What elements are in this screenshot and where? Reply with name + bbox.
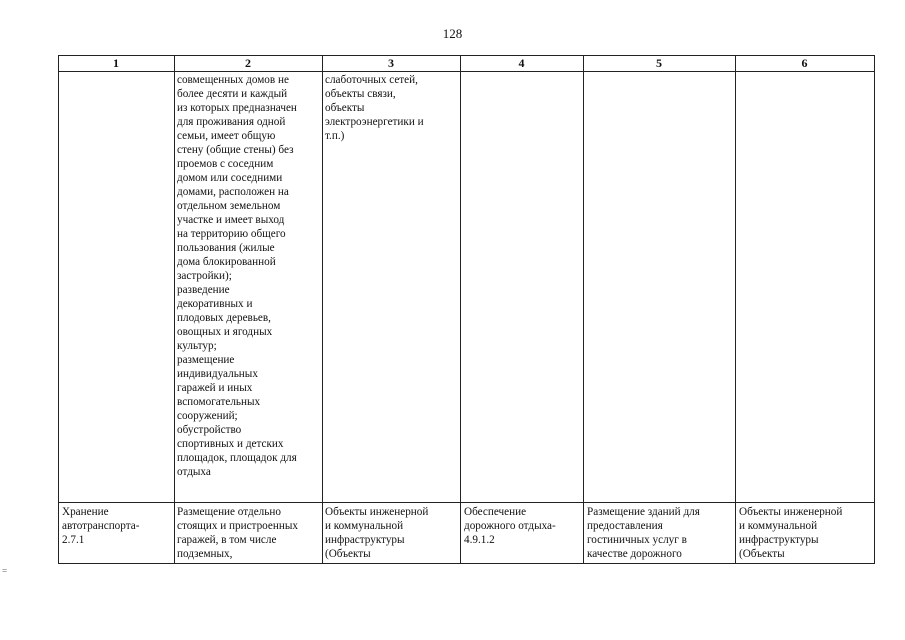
row2-col5-cell: Размещение зданий для предоставления гостиничных услуг в качестве дорожного: [587, 506, 700, 560]
header-col-5: 5: [656, 56, 662, 70]
page-number: 128: [442, 26, 463, 41]
row1-col4-cell: [464, 73, 582, 501]
header-col-3: 3: [388, 56, 394, 70]
table-bottom-border: [58, 563, 874, 564]
col-border-1-2: [174, 55, 175, 564]
row1-col5-cell: [587, 73, 734, 501]
col-border-4-5: [583, 55, 584, 564]
col-border-right: [874, 55, 875, 564]
header-bottom-border: [58, 71, 874, 72]
col-border-left: [58, 55, 59, 564]
col-border-2-3: [322, 55, 323, 564]
header-col-6: 6: [801, 56, 808, 70]
col-border-5-6: [735, 55, 736, 564]
row1-col6-cell: [739, 73, 873, 501]
row2-col1-cell: Хранение автотранспорта- 2.7.1: [62, 506, 140, 546]
row2-col3-cell: Объекты инженерной и коммунальной инфраструктуры (Объекты: [325, 506, 429, 560]
header-col-2: 2: [245, 56, 251, 70]
col-border-3-4: [460, 55, 461, 564]
row2-col4-cell: Обеспечение дорожного отдыха- 4.9.1.2: [464, 506, 556, 546]
row1-col2-cell: совмещенных домов не более десяти и каждый из которых предназначен для проживания одной семьи, имеет общую стену (общие стены) без проемов с соседним домом или соседними домами, расположен на отдельном земельном участке и имеет выход на территорию общего пользования (жилые дома блокированной застройки); разведение декоративных и плодовых деревьев, овощных и ягодных культур; размещение индивидуальных гаражей и иных вспомогательных сооружений; обустройство спортивных и детских площадок, площадок для отдыха: [177, 74, 297, 478]
margin-mark: =: [2, 566, 8, 576]
row1-col1-cell: [62, 73, 172, 501]
header-col-4: 4: [518, 56, 525, 70]
row-divider: [58, 502, 874, 503]
header-col-1: 1: [113, 56, 119, 70]
row2-col2-cell: Размещение отдельно стоящих и пристроенных гаражей, в том числе подземных,: [177, 506, 298, 560]
row1-col3-cell: слаботочных сетей, объекты связи, объекты электроэнергетики и т.п.): [325, 74, 424, 142]
row2-col6-cell: Объекты инженерной и коммунальной инфраструктуры (Объекты: [739, 506, 843, 560]
